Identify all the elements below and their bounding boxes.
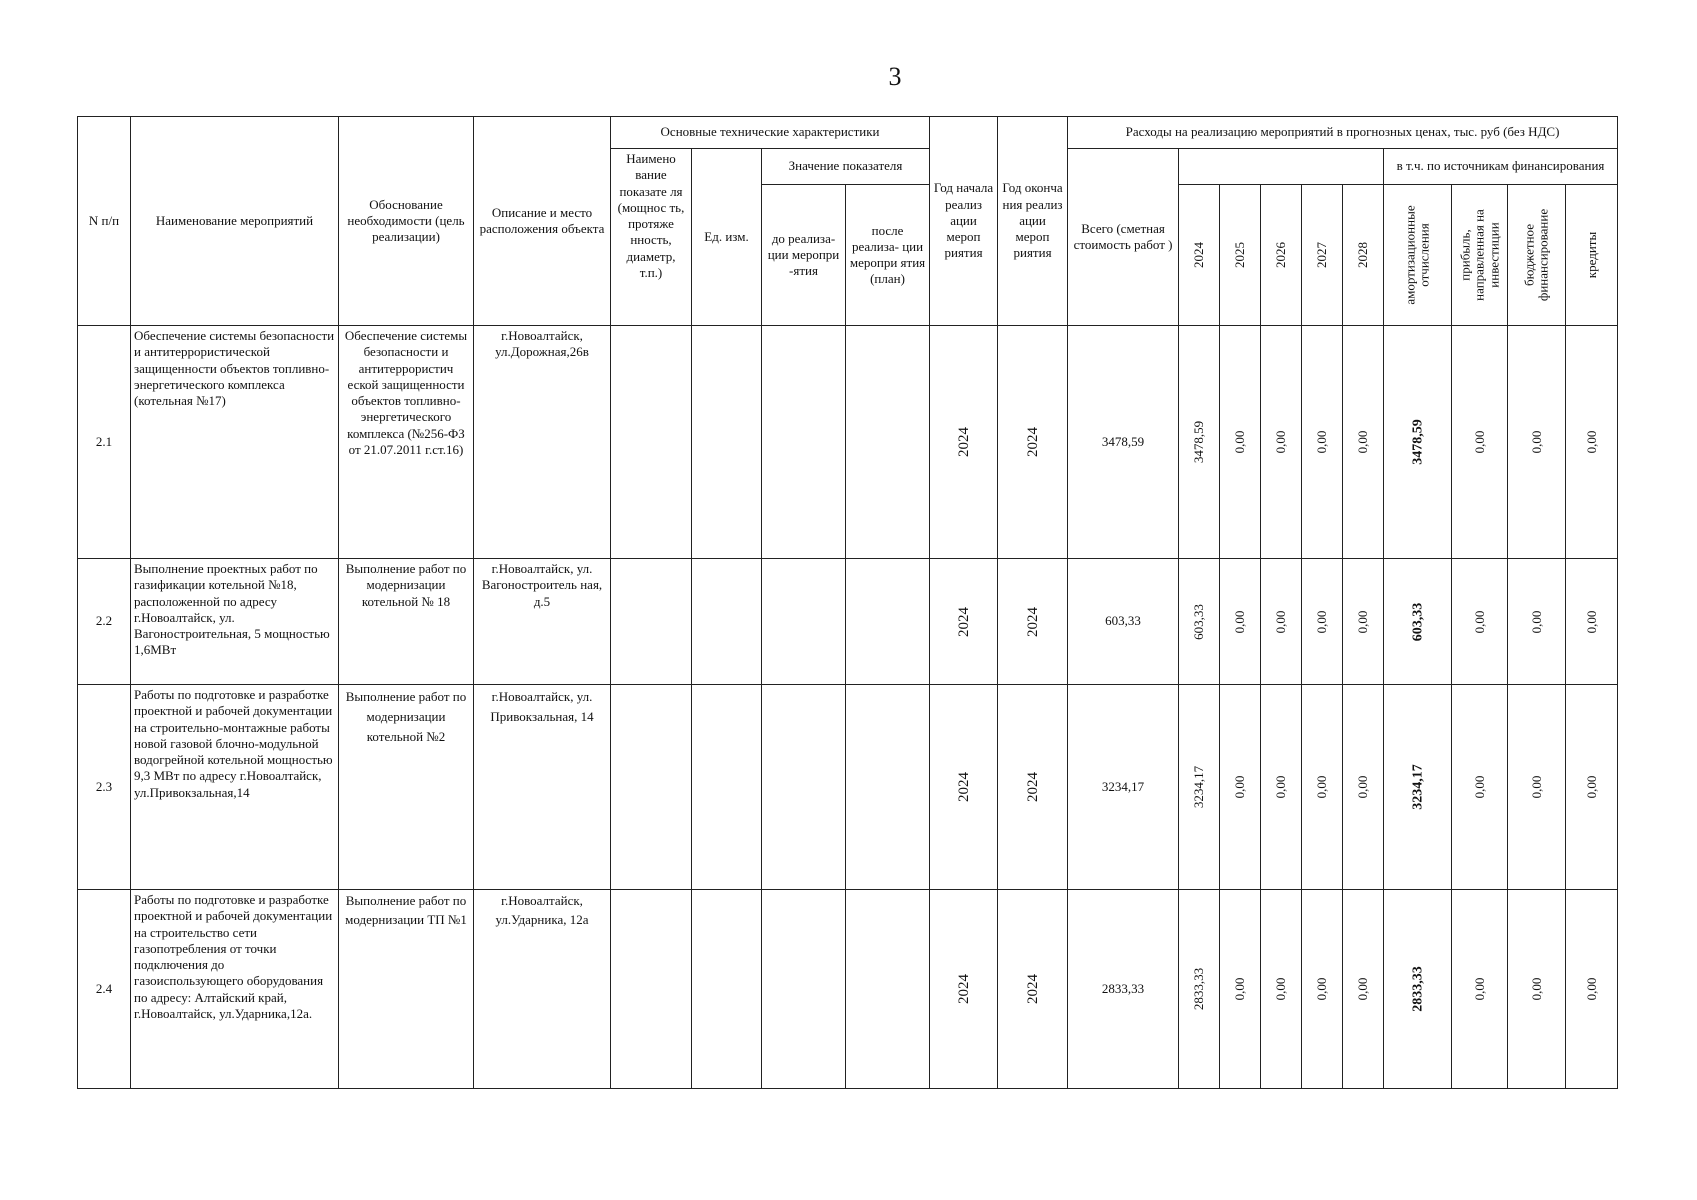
row-indicator-name — [611, 326, 692, 559]
row-justification: Выполнение работ по модернизации ТП №1 — [339, 890, 474, 1089]
header-location: Описание и место расположения объекта — [474, 117, 611, 326]
table-row — [78, 685, 1618, 890]
row-justification: Выполнение работ по модернизации котельной №2 — [339, 685, 474, 890]
row-location: г.Новоалтайск, ул. Привокзальная, 14 — [474, 685, 611, 890]
header-years-blank — [1179, 149, 1384, 185]
header-name: Наименование мероприятий — [131, 117, 339, 326]
row-after — [846, 685, 930, 890]
header-after: после реализа- ции меропри ятия (план) — [846, 185, 930, 326]
row-after — [846, 890, 930, 1089]
row-amortization: 3478,59 — [1384, 326, 1452, 559]
header-end-year: Год оконча ния реализ ации мероп риятия — [998, 117, 1068, 326]
header-start-year: Год начала реализ ации мероп риятия — [930, 117, 998, 326]
header-justification: Обоснование необходимости (цель реализации) — [339, 117, 474, 326]
row-total: 2833,33 — [1068, 890, 1179, 1089]
header-source-budget: бюджетное финансирование — [1508, 185, 1566, 326]
row-y2024: 603,33 — [1179, 559, 1220, 685]
row-start-year: 2024 — [930, 890, 998, 1089]
row-after — [846, 326, 930, 559]
header-year-2024: 2024 — [1179, 185, 1220, 326]
row-y2026: 0,00 — [1261, 326, 1302, 559]
row-end-year: 2024 — [998, 685, 1068, 890]
row-total: 3478,59 — [1068, 326, 1179, 559]
row-before — [762, 685, 846, 890]
row-y2027: 0,00 — [1302, 326, 1343, 559]
row-location: г.Новоалтайск, ул. Вагоностроитель ная, д.5 — [474, 559, 611, 685]
row-credit: 0,00 — [1566, 685, 1618, 890]
row-num: 2.1 — [78, 326, 131, 559]
row-y2028: 0,00 — [1343, 559, 1384, 685]
row-before — [762, 890, 846, 1089]
row-credit: 0,00 — [1566, 326, 1618, 559]
row-num: 2.2 — [78, 559, 131, 685]
row-unit — [692, 685, 762, 890]
header-year-2025: 2025 — [1220, 185, 1261, 326]
row-after — [846, 559, 930, 685]
row-y2028: 0,00 — [1343, 890, 1384, 1089]
row-name: Выполнение проектных работ по газификации котельной №18, расположенной по адресу г.Новоалтайск, ул. Вагоностроительная, 5 мощностью 1,6МВт — [131, 559, 339, 685]
header-year-2028: 2028 — [1343, 185, 1384, 326]
row-name: Обеспечение системы безопасности и антитеррористической защищенности объектов топливно-энергетического комплекса (котельная №17) — [131, 326, 339, 559]
row-location: г.Новоалтайск, ул.Дорожная,26в — [474, 326, 611, 559]
header-source-amortization: амортизационные отчисления — [1384, 185, 1452, 326]
row-budget: 0,00 — [1508, 890, 1566, 1089]
row-y2026: 0,00 — [1261, 685, 1302, 890]
row-indicator-name — [611, 559, 692, 685]
investment-table — [77, 116, 1618, 1089]
row-end-year: 2024 — [998, 326, 1068, 559]
header-unit: Ед. изм. — [692, 149, 762, 326]
row-unit — [692, 326, 762, 559]
header-source-profit: прибыль, направленная на инвестиции — [1452, 185, 1508, 326]
row-profit: 0,00 — [1452, 685, 1508, 890]
row-y2028: 0,00 — [1343, 326, 1384, 559]
row-y2026: 0,00 — [1261, 890, 1302, 1089]
row-start-year: 2024 — [930, 326, 998, 559]
row-y2027: 0,00 — [1302, 685, 1343, 890]
row-amortization: 2833,33 — [1384, 890, 1452, 1089]
row-end-year: 2024 — [998, 890, 1068, 1089]
row-credit: 0,00 — [1566, 559, 1618, 685]
row-y2027: 0,00 — [1302, 559, 1343, 685]
row-amortization: 3234,17 — [1384, 685, 1452, 890]
row-total: 603,33 — [1068, 559, 1179, 685]
row-y2025: 0,00 — [1220, 890, 1261, 1089]
row-name: Работы по подготовке и разработке проектной и рабочей документации на строительство сети газопотребления от точки подключения до газоиспользующего оборудования по адресу: Алтайский край, г.Новоалтайск, ул.Ударника,12а. — [131, 890, 339, 1089]
header-indicator-name: Наимено вание показате ля (мощнос ть, протяже нность, диаметр, т.п.) — [611, 149, 692, 326]
row-before — [762, 559, 846, 685]
row-y2024: 2833,33 — [1179, 890, 1220, 1089]
row-location: г.Новоалтайск, ул.Ударника, 12а — [474, 890, 611, 1089]
table-row — [78, 559, 1618, 685]
row-y2025: 0,00 — [1220, 685, 1261, 890]
row-end-year: 2024 — [998, 559, 1068, 685]
row-total: 3234,17 — [1068, 685, 1179, 890]
row-justification: Выполнение работ по модернизации котельной № 18 — [339, 559, 474, 685]
row-indicator-name — [611, 685, 692, 890]
row-start-year: 2024 — [930, 685, 998, 890]
header-tech-group: Основные технические характеристики — [611, 117, 930, 149]
header-before: до реализа- ции меропри -ятия — [762, 185, 846, 326]
row-before — [762, 326, 846, 559]
row-budget: 0,00 — [1508, 326, 1566, 559]
row-unit — [692, 559, 762, 685]
table-row — [78, 326, 1618, 559]
page-number: 3 — [888, 62, 902, 91]
table-row — [78, 890, 1618, 1089]
row-y2026: 0,00 — [1261, 559, 1302, 685]
row-budget: 0,00 — [1508, 559, 1566, 685]
row-y2027: 0,00 — [1302, 890, 1343, 1089]
row-amortization: 603,33 — [1384, 559, 1452, 685]
header-total: Всего (сметная стоимость работ ) — [1068, 149, 1179, 326]
header-year-2026: 2026 — [1261, 185, 1302, 326]
row-profit: 0,00 — [1452, 326, 1508, 559]
header-year-2027: 2027 — [1302, 185, 1343, 326]
row-y2024: 3478,59 — [1179, 326, 1220, 559]
row-y2024: 3234,17 — [1179, 685, 1220, 890]
row-num: 2.4 — [78, 890, 131, 1089]
row-num: 2.3 — [78, 685, 131, 890]
row-credit: 0,00 — [1566, 890, 1618, 1089]
row-budget: 0,00 — [1508, 685, 1566, 890]
row-y2025: 0,00 — [1220, 559, 1261, 685]
row-profit: 0,00 — [1452, 559, 1508, 685]
row-indicator-name — [611, 890, 692, 1089]
row-unit — [692, 890, 762, 1089]
header-num: N п/п — [78, 117, 131, 326]
row-justification: Обеспечение системы безопасности и антитеррористич еской защищенности объектов топливно-энергетического комплекса (№256-ФЗ от 21.07.2011 г.ст.16) — [339, 326, 474, 559]
header-costs-group: Расходы на реализацию мероприятий в прогнозных ценах, тыс. руб (без НДС) — [1068, 117, 1618, 149]
row-y2025: 0,00 — [1220, 326, 1261, 559]
header-source-credit: кредиты — [1566, 185, 1618, 326]
row-profit: 0,00 — [1452, 890, 1508, 1089]
header-sources-group: в т.ч. по источникам финансирования — [1384, 149, 1618, 185]
header-row-1 — [78, 117, 1618, 149]
row-start-year: 2024 — [930, 559, 998, 685]
header-indicator-value: Значение показателя — [762, 149, 930, 185]
row-y2028: 0,00 — [1343, 685, 1384, 890]
row-name: Работы по подготовке и разработке проектной и рабочей документации на строительно-монтажные работы новой газовой блочно-модульной водогрейной котельной мощностью 9,3 МВт по адресу г.Новоалтайск, ул.Привокзальная,14 — [131, 685, 339, 890]
